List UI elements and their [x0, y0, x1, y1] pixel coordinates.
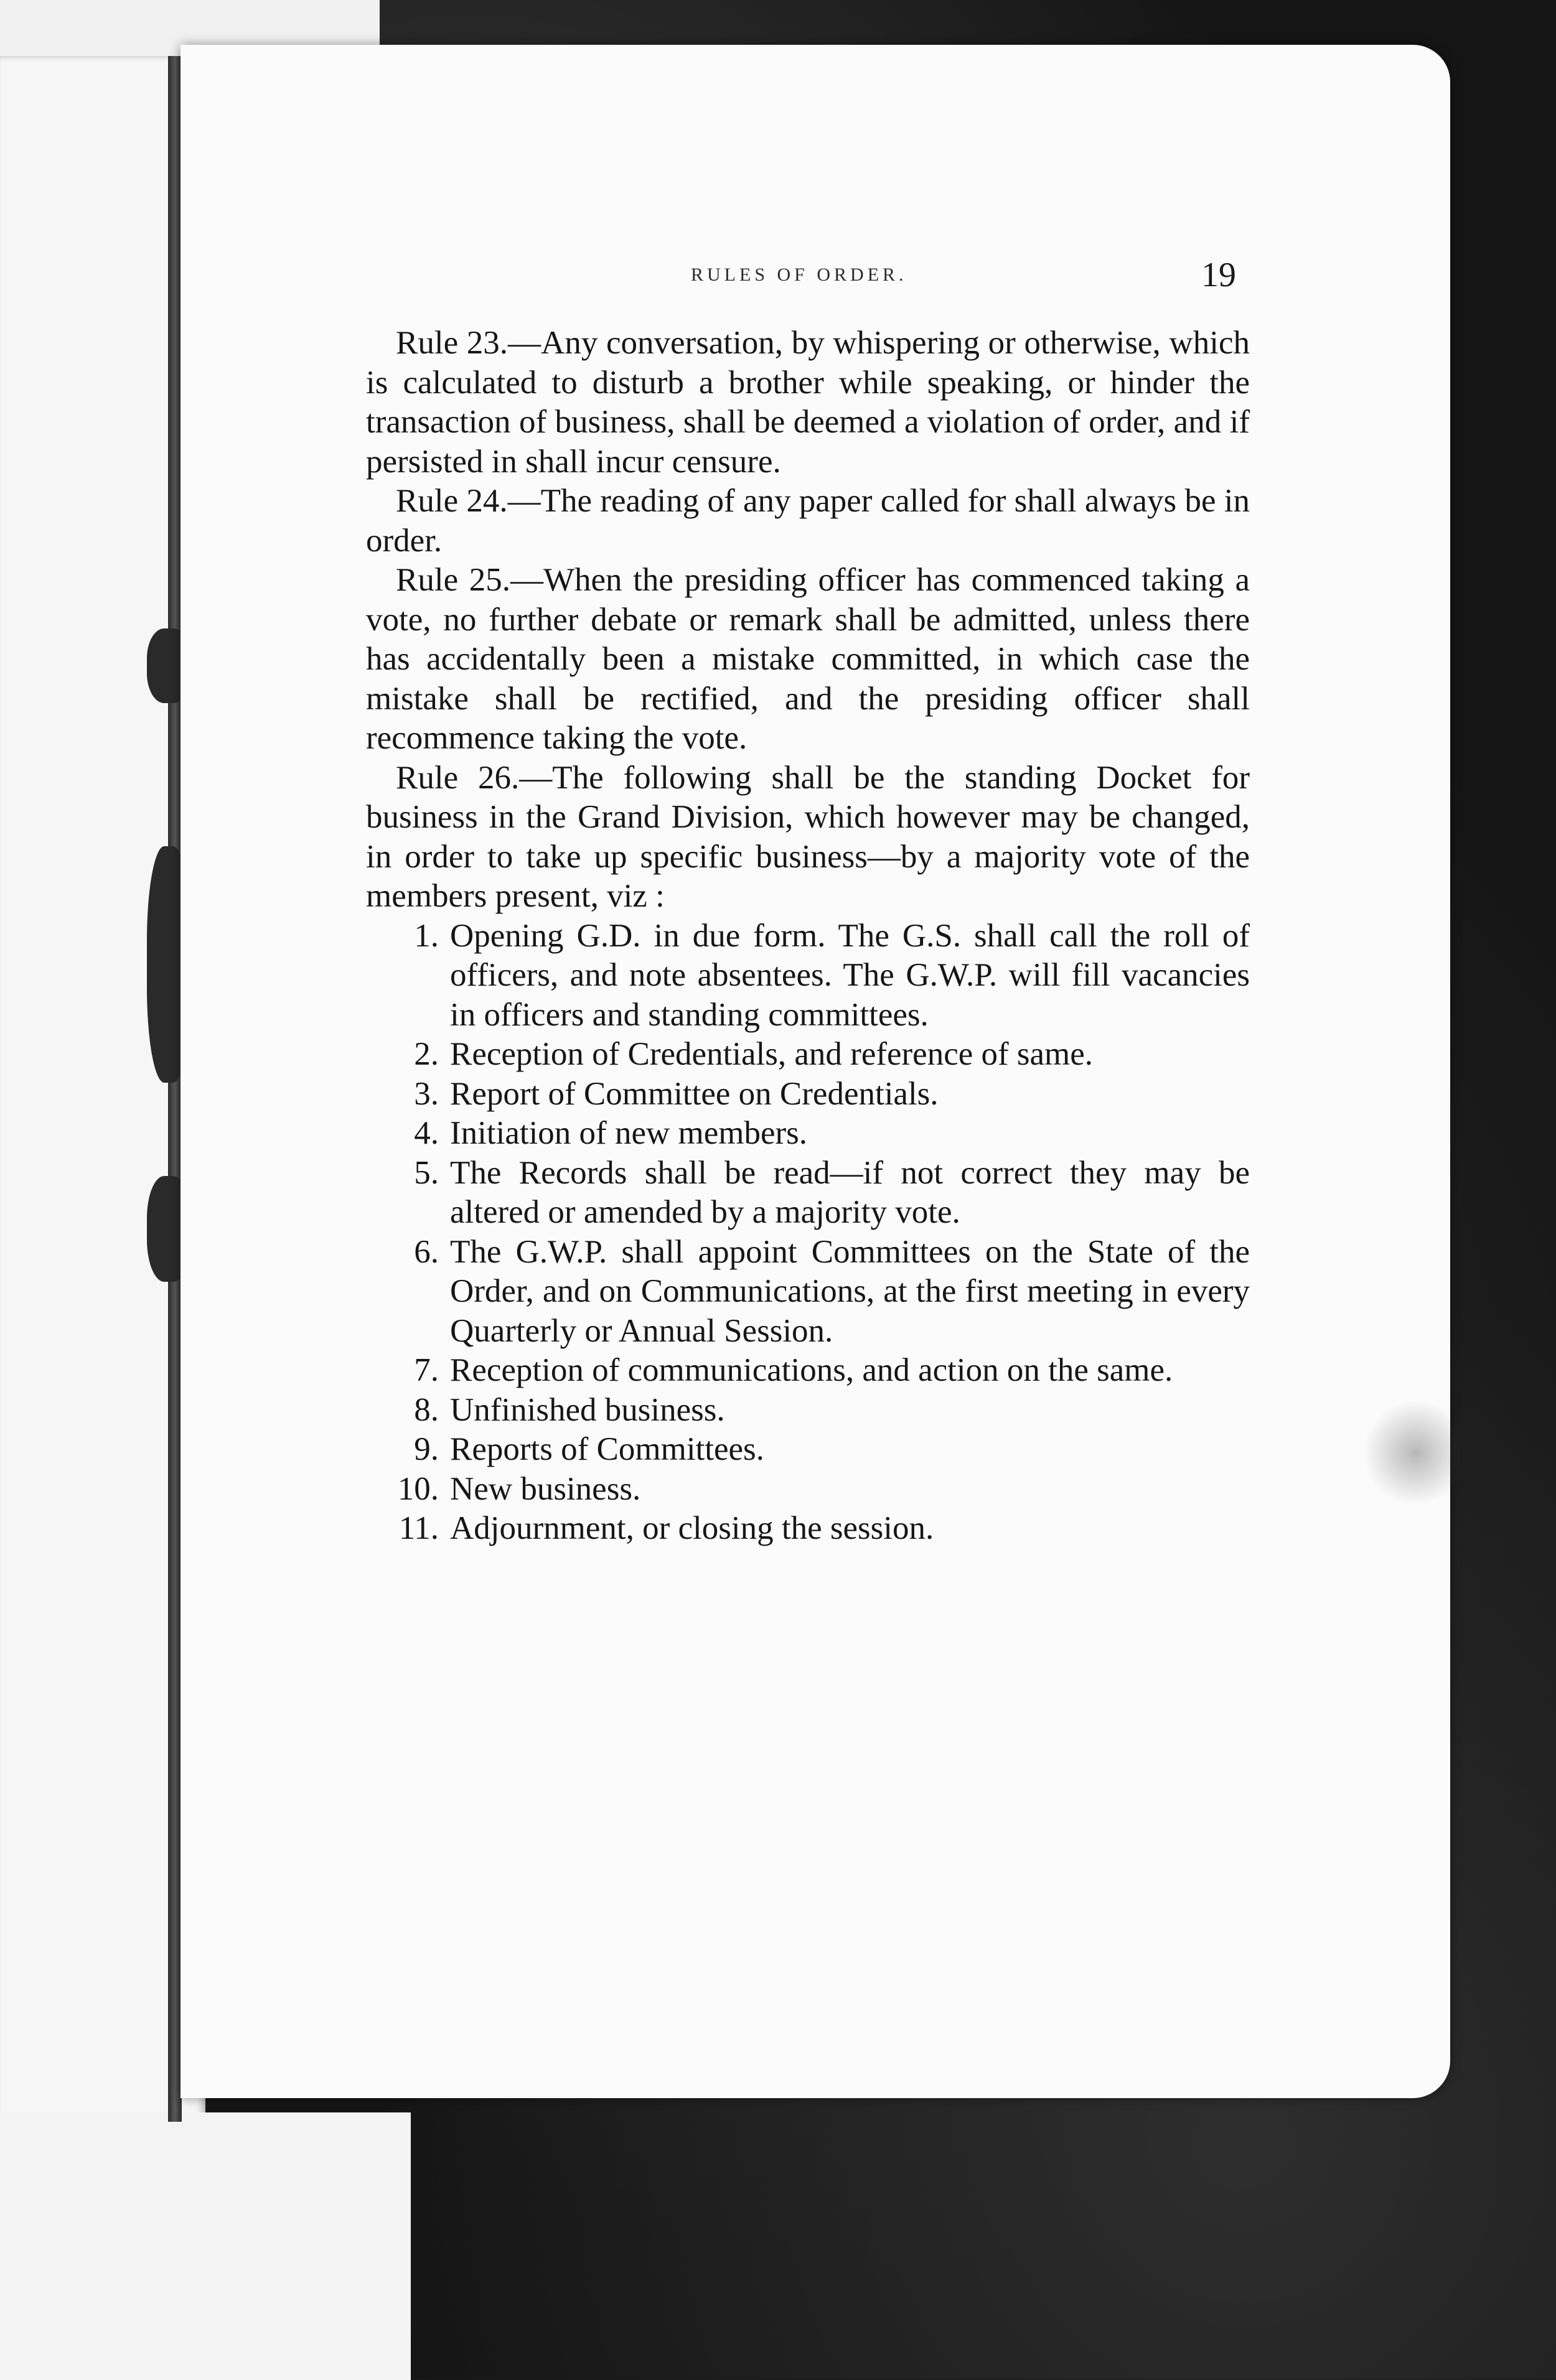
rule-paragraph: Rule 25.—When the presiding officer has commenced taking a vote, no further debate or remark shall be admitted, unless there has accidentally been a mistake committed, in which case the mistake shall be rectified, and the presiding officer shall recommence taking the vote. — [366, 562, 1250, 756]
list-number: 8. — [414, 1391, 439, 1428]
list-item — [366, 1154, 1250, 1233]
list-number: 5. — [414, 1154, 439, 1191]
list-text: New business. — [450, 1470, 641, 1507]
list-number: 6. — [414, 1233, 439, 1270]
list-item — [366, 1391, 1250, 1430]
list-number: 1. — [414, 917, 439, 954]
list-text: Opening G.D. in due form. The G.S. shall call the roll of officers, and note absentees. The G.W.P. will fill vacancies in officers and standing committees. — [450, 917, 1250, 1033]
list-text: Reports of Committees. — [450, 1431, 764, 1467]
ink-smudge — [1363, 1400, 1469, 1506]
page-body — [366, 324, 1250, 1549]
list-item — [366, 1430, 1250, 1470]
list-number: 3. — [414, 1075, 439, 1112]
list-number: 2. — [414, 1036, 439, 1072]
list-item — [366, 1114, 1250, 1154]
list-number: 4. — [414, 1115, 439, 1151]
list-item — [366, 1470, 1250, 1510]
list-number: 10. — [397, 1470, 439, 1507]
list-text: Adjournment, or closing the session. — [450, 1510, 934, 1546]
list-number: 9. — [414, 1431, 439, 1467]
list-text: Reception of Credentials, and reference of same. — [450, 1036, 1094, 1072]
list-text: The Records shall be read—if not correct they may be altered or amended by a majority vote. — [450, 1154, 1250, 1230]
running-title: RULES OF ORDER. — [691, 264, 907, 285]
rule-paragraph: Rule 24.—The reading of any paper called for shall always be in order. — [366, 483, 1250, 559]
list-item — [366, 1075, 1250, 1114]
list-item — [366, 1351, 1250, 1391]
list-text: The G.W.P. shall appoint Committees on the State of the Order, and on Communications, at the first meeting in every Quarterly or Annual Session. — [450, 1233, 1250, 1349]
list-text: Report of Committee on Credentials. — [450, 1075, 939, 1112]
list-number: 7. — [414, 1352, 439, 1388]
list-text: Initiation of new members. — [450, 1115, 808, 1151]
list-item — [366, 917, 1250, 1035]
list-item — [366, 1035, 1250, 1075]
list-item — [366, 1233, 1250, 1351]
facing-page-tab — [0, 2112, 411, 2380]
list-item — [366, 1509, 1250, 1549]
list-number: 11. — [398, 1510, 439, 1546]
book-spine — [168, 56, 182, 2122]
docket-list — [366, 917, 1250, 1549]
list-text: Reception of communications, and action on the same. — [450, 1352, 1173, 1388]
rule-paragraph: Rule 26.—The following shall be the standing Docket for business in the Grand Division, which however may be changed, in order to take up specific business—by a majority vote of the members present, viz : — [366, 759, 1250, 914]
page-number: 19 — [1201, 256, 1236, 294]
rule-paragraph: Rule 23.—Any conversation, by whispering or otherwise, which is calculated to disturb a brother while speaking, or hinder the transaction of business, shall be deemed a violation of order, and if persisted in shall incur censure. — [366, 325, 1250, 480]
list-text: Unfinished business. — [450, 1391, 725, 1428]
